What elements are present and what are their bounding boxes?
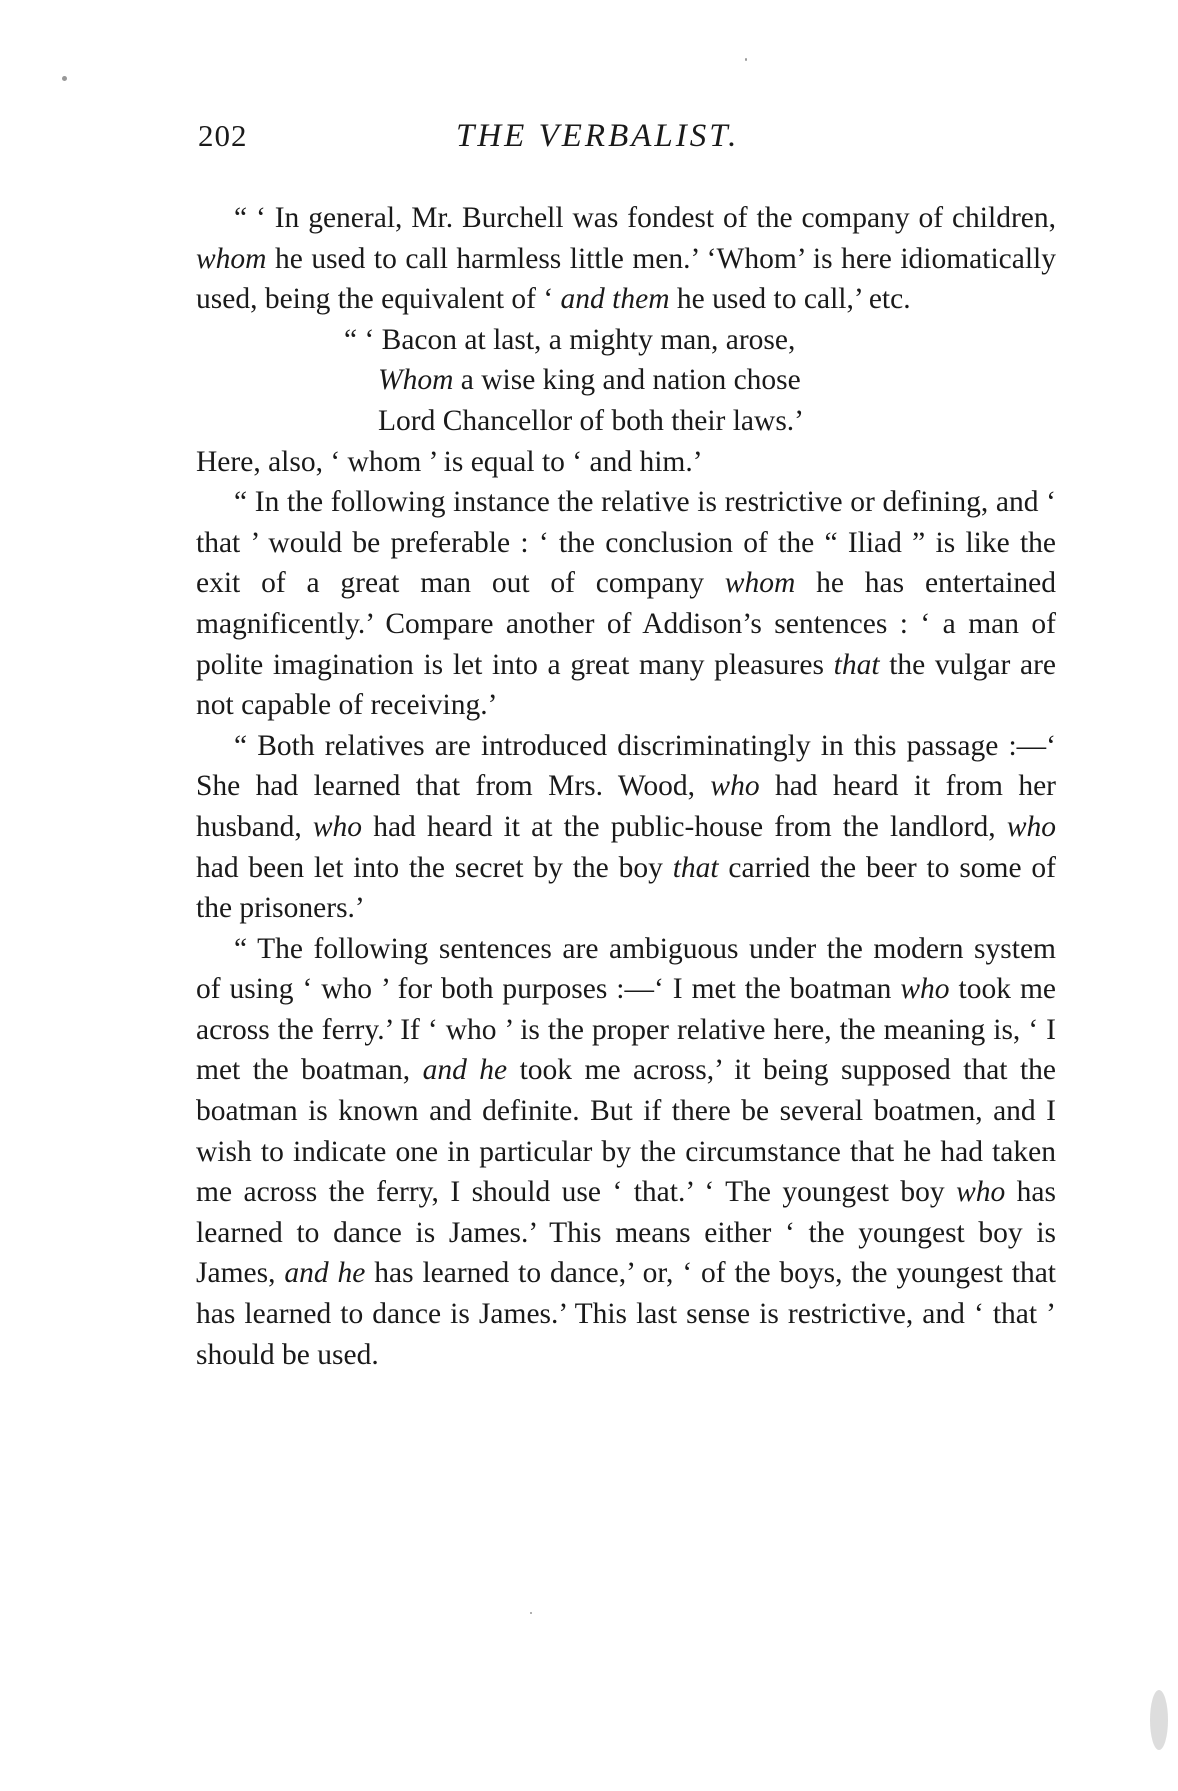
verse-line: “ ‘ Bacon at last, a mighty man, arose, xyxy=(344,323,796,356)
italic-run: whom xyxy=(724,567,796,600)
italic-run: who xyxy=(1006,810,1057,843)
italic-run: and them xyxy=(560,283,670,316)
text-run: “ Both relatives are introduced discriminatingly in this passage :—‘ She had learned that from Mrs. Wood, xyxy=(196,729,1056,803)
italic-run: that xyxy=(833,648,880,681)
italic-run: who xyxy=(956,1176,1006,1209)
paragraph-both-relatives xyxy=(196,726,1056,929)
paragraph-whom-equal: Here, also, ‘ whom ’ is equal to ‘ and him.’ xyxy=(196,445,703,478)
text-run: “ The following sentences are ambiguous under the modern system of using ‘ who ’ for both purposes :—‘ I met the boatman xyxy=(196,932,1056,1006)
text-run: carried the beer to some of the prisoners.’ xyxy=(196,851,1056,925)
italic-run: Whom xyxy=(378,364,454,397)
italic-run: and he xyxy=(422,1054,508,1087)
text-run: he has entertained magnificently.’ Compare another of Addison’s sentences : ‘ a man of polite imagination is let into a great many pleasures xyxy=(196,567,1056,681)
text-run: “ ‘ In general, Mr. Burchell was fondest of the company of children, xyxy=(234,202,1056,234)
page-number: 202 xyxy=(198,118,248,153)
scan-speck xyxy=(530,1612,532,1614)
text-run: the vulgar are not capable of receiving.’ xyxy=(196,648,1056,722)
body-text xyxy=(196,198,1056,1375)
italic-run: that xyxy=(672,851,719,884)
running-head: THE VERBALIST. xyxy=(456,118,740,154)
text-run: took me across the ferry.’ If ‘ who ’ is the proper relative here, the meaning is, ‘ I met the boatman, xyxy=(196,973,1056,1087)
verse-line: Lord Chancellor of both their laws.’ xyxy=(378,404,804,437)
text-run: he used to call,’ etc. xyxy=(669,283,911,316)
page-header xyxy=(198,118,1058,168)
verse-quotation xyxy=(196,320,1056,442)
text-run: had been let into the secret by the boy xyxy=(196,851,673,884)
italic-run: who xyxy=(710,770,760,803)
scan-speck xyxy=(745,58,747,61)
text-run: he used to call harmless little men.’ ‘Whom’ is here idiomatically used, being the equivalent of ‘ xyxy=(196,242,1056,316)
scan-speck xyxy=(1150,1690,1168,1750)
paragraph-ambiguous xyxy=(196,929,1056,1376)
text-run: a wise king and nation chose xyxy=(453,364,801,397)
text-run: took me across,’ it being supposed that the boatman is known and definite. But if there be several boatmen, and I wish to indicate one in particular by the circumstance that he had taken me across the ferry, I should use ‘ that.’ ‘ The youngest boy xyxy=(196,1054,1056,1209)
italic-run: and he xyxy=(284,1257,366,1290)
text-run: had heard it at the public-house from the landlord, xyxy=(362,810,1007,843)
paragraph-restrictive xyxy=(196,482,1056,726)
text-run: had heard it from her husband, xyxy=(196,770,1056,843)
text-run: has learned to dance,’ or, ‘ of the boys, the youngest that has learned to dance is James.’ This last sense is restrictive, and ‘ that ’ should be used. xyxy=(196,1257,1056,1371)
italic-run: who xyxy=(312,810,363,843)
paragraph-burchell xyxy=(196,198,1056,320)
italic-run: who xyxy=(900,973,950,1006)
scan-speck xyxy=(62,76,67,81)
text-run: has learned to dance is James.’ This means either ‘ the youngest boy is James, xyxy=(196,1176,1057,1290)
italic-run: whom xyxy=(196,242,267,275)
text-run: “ In the following instance the relative is restrictive or defining, and ‘ that ’ would be preferable : ‘ the conclusion of the “ Iliad ” is like the exit of a great man out of company xyxy=(196,486,1056,600)
verse-line xyxy=(344,360,1056,401)
